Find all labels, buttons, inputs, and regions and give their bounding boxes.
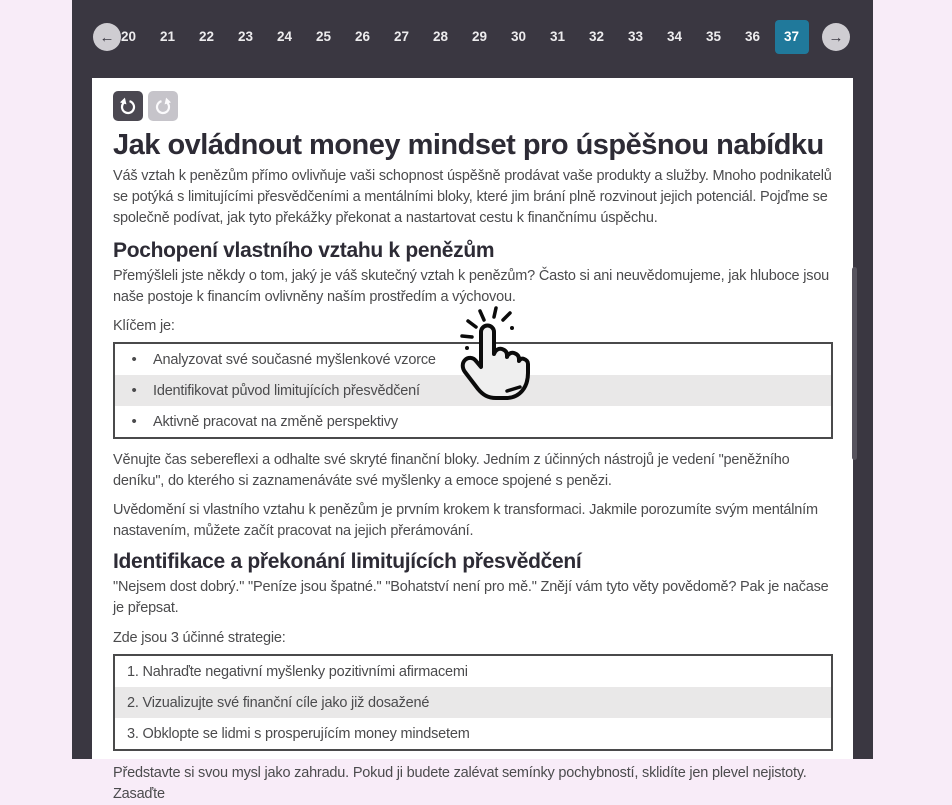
bullet-list-box xyxy=(113,342,833,439)
page-button-29[interactable]: 29 xyxy=(471,29,488,44)
page-button-25[interactable]: 25 xyxy=(315,29,332,44)
list-item[interactable]: 2. Vizualizujte své finanční cíle jako již dosažené xyxy=(115,687,831,718)
bullet-list-label: Klíčem je: xyxy=(113,318,175,334)
editor-toolbar xyxy=(113,91,840,121)
list-item[interactable]: • Aktivně pracovat na změně perspektivy xyxy=(115,406,831,437)
editor-frame xyxy=(72,0,873,802)
section-heading-2: Identifikace a překonání limitujících přesvědčení xyxy=(113,550,582,573)
page-list xyxy=(109,23,811,51)
section1-paragraph-3: Uvědomění si vlastního vztahu k penězům je prvním krokem k transformaci. Jakmile porozumíte svým mentálním nastavením, můžete začít pracovat na jejich přerámování. xyxy=(113,502,818,539)
page-button-30[interactable]: 30 xyxy=(510,29,527,44)
page-title: Jak ovládnout money mindset pro úspěšnou nabídku xyxy=(113,129,824,161)
page-button-20[interactable]: 20 xyxy=(120,29,137,44)
page-button-28[interactable]: 28 xyxy=(432,29,449,44)
intro-paragraph: Váš vztah k penězům přímo ovlivňuje vaši schopnost úspěšně prodávat vaše produkty a služby. Mnoho podnikatelů se potýká s limitujícími přesvědčeními a mentálními bloky, které jim brání plně rozvinout jejich potenciál. Pojďme se společně podívat, jak tyto překážky překonat a nastartovat cestu k finančnímu úspěchu. xyxy=(113,168,832,226)
numbered-list-label: Zde jsou 3 účinné strategie: xyxy=(113,630,286,646)
page-button-27[interactable]: 27 xyxy=(393,29,410,44)
content-panel xyxy=(92,78,853,802)
section2-outro-paragraph: Představte si svou mysl jako zahradu. Pokud ji budete zalévat semínky pochybností, sklidíte jen plevel nejistoty. Zasaďte xyxy=(113,765,807,802)
list-item[interactable]: • Analyzovat své současné myšlenkové vzorce xyxy=(115,344,831,375)
numbered-list-box xyxy=(113,654,833,751)
page-button-35[interactable]: 35 xyxy=(705,29,722,44)
page-button-34[interactable]: 34 xyxy=(666,29,683,44)
undo-icon xyxy=(118,96,138,116)
page-button-32[interactable]: 32 xyxy=(588,29,605,44)
page-button-33[interactable]: 33 xyxy=(627,29,644,44)
section1-paragraph-2: Věnujte čas sebereflexi a odhalte své skryté finanční bloky. Jedním z účinných nástrojů je vedení "peněžního deníku", do kterého si zaznamenáváte své myšlenky a emoce spojené s penězi. xyxy=(113,452,790,489)
next-page-button[interactable] xyxy=(822,23,850,51)
pagination-bar xyxy=(72,0,873,78)
redo-icon xyxy=(153,96,173,116)
page-button-36[interactable]: 36 xyxy=(744,29,761,44)
scrollbar-thumb[interactable] xyxy=(852,267,857,460)
section1-paragraph: Přemýšleli jste někdy o tom, jaký je váš skutečný vztah k penězům? Často si ani neuvědomujeme, jak hluboce jsou naše postoje k financím ovlivněny naším prostředím a výchovou. xyxy=(113,268,830,305)
list-item[interactable]: 3. Obklopte se lidmi s prosperujícím money mindsetem xyxy=(127,725,470,742)
prev-page-button[interactable] xyxy=(93,23,121,51)
page-button-22[interactable]: 22 xyxy=(198,29,215,44)
arrow-right-icon: → xyxy=(828,28,844,46)
arrow-left-icon: ← xyxy=(99,28,115,46)
list-item[interactable]: 1. Nahraďte negativní myšlenky pozitivními afirmacemi xyxy=(127,663,468,680)
page-button-24[interactable]: 24 xyxy=(276,29,293,44)
redo-button[interactable] xyxy=(148,91,178,121)
page-button-26[interactable]: 26 xyxy=(354,29,371,44)
page-button-21[interactable]: 21 xyxy=(159,29,176,44)
page-button-37-active[interactable]: 37 xyxy=(772,23,811,51)
page-button-31[interactable]: 31 xyxy=(549,29,566,44)
section-heading-1: Pochopení vlastního vztahu k penězům xyxy=(113,239,495,262)
page-button-23[interactable]: 23 xyxy=(237,29,254,44)
section2-paragraph: "Nejsem dost dobrý." "Peníze jsou špatné." "Bohatství není pro mě." Znějí vám tyto věty povědomě? Pak je načase je přepsat. xyxy=(113,579,829,616)
undo-button[interactable] xyxy=(113,91,143,121)
list-item[interactable]: • Identifikovat původ limitujících přesvědčení xyxy=(115,375,831,406)
